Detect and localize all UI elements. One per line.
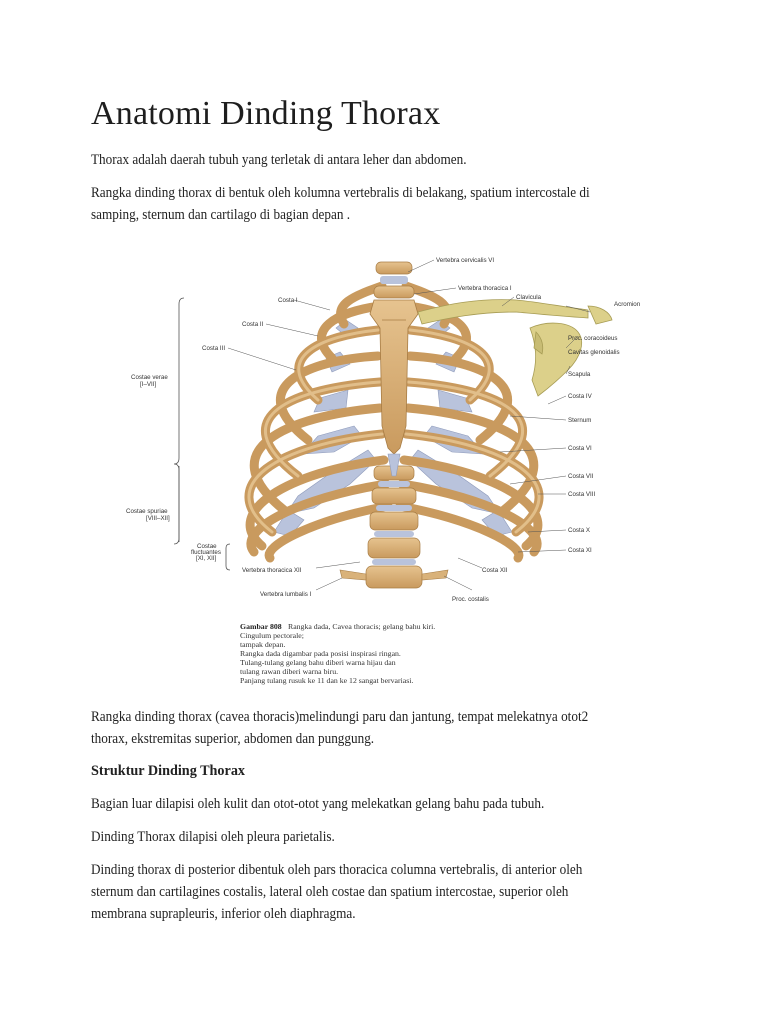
costae-verae-range: [I–VII] bbox=[140, 381, 157, 388]
label-proc-coracoideus: Proc. coracoideus bbox=[568, 335, 618, 342]
shoulder-girdle bbox=[418, 300, 612, 396]
costae-spuriae-range: [VIII–XII] bbox=[146, 515, 170, 522]
label-costa-xii: Costa XII bbox=[482, 567, 508, 574]
paragraph-frame-line-2: samping, sternum dan cartilago di bagian depan . bbox=[91, 207, 351, 223]
ribs-left bbox=[249, 286, 388, 558]
paragraph-definition: Thorax adalah daerah tubuh yang terletak di antara leher dan abdomen. bbox=[91, 152, 467, 168]
costae-bracket bbox=[174, 298, 230, 570]
label-costa-viii: Costa VIII bbox=[568, 491, 596, 498]
label-costa-iv: Costa IV bbox=[568, 393, 592, 400]
label-proc-costalis: Proc. costalis bbox=[452, 596, 489, 603]
label-costa-vii: Costa VII bbox=[568, 473, 594, 480]
label-vertebra-cervicalis: Vertebra cervicalis VI bbox=[436, 257, 495, 264]
paragraph-walls-line-3: membrana suprapleuris, inferior oleh diaphragma. bbox=[91, 906, 356, 922]
page-title: Anatomi Dinding Thorax bbox=[91, 95, 441, 132]
label-costa-xi: Costa XI bbox=[568, 547, 592, 554]
rib-cage-illustration bbox=[118, 240, 670, 686]
paragraph-walls-line-2: sternum dan cartilagines costalis, lateral oleh costae dan spatium intercostae, superior oleh bbox=[91, 884, 569, 900]
label-costa-i: Costa I bbox=[278, 297, 298, 304]
paragraph-outer-layer: Bagian luar dilapisi oleh kulit dan otot-otot yang melekatkan gelang bahu pada tubuh. bbox=[91, 796, 545, 812]
label-sternum: Sternum bbox=[568, 417, 592, 424]
caption-line-2: Cingulum pectorale; bbox=[240, 631, 304, 640]
figure-caption bbox=[240, 622, 435, 685]
label-vertebra-lumbalis: Vertebra lumbalis I bbox=[260, 591, 312, 598]
caption-line-4: Rangka dada digambar pada posisi inspirasi ringan. bbox=[240, 649, 401, 658]
label-acromion: Acromion bbox=[614, 301, 641, 308]
paragraph-protection-line-2: thorax, ekstremitas superior, abdomen dan punggung. bbox=[91, 731, 375, 747]
label-clavicula: Clavicula bbox=[516, 294, 542, 301]
caption-line-6: tulang rawan diberi warna biru. bbox=[240, 667, 339, 676]
label-vertebra-thoracica-xii: Vertebra thoracica XII bbox=[242, 567, 302, 574]
ribs-right bbox=[400, 286, 539, 558]
section-heading-struktur: Struktur Dinding Thorax bbox=[91, 763, 246, 779]
paragraph-protection-line-1: Rangka dinding thorax (cavea thoracis)melindungi paru dan jantung, tempat melekatnya otot2 bbox=[91, 709, 589, 725]
caption-line-7: Panjang tulang rusuk ke 11 dan ke 12 sangat bervariasi. bbox=[240, 676, 414, 685]
costae-verae-label: Costae verae bbox=[131, 374, 168, 381]
costae-fluctuantes-label-2: fluctuantes bbox=[191, 549, 221, 556]
label-cavitas-glenoidalis: Cavitas glenoidalis bbox=[568, 349, 620, 356]
label-scapula: Scapula bbox=[568, 371, 591, 378]
label-costa-vi: Costa VI bbox=[568, 445, 592, 452]
label-costa-x: Costa X bbox=[568, 527, 591, 534]
label-costa-iii: Costa III bbox=[202, 345, 226, 352]
label-costa-ii: Costa II bbox=[242, 321, 264, 328]
thorax-skeleton-figure bbox=[118, 240, 670, 686]
caption-line-5: Tulang-tulang gelang bahu diberi warna hijau dan bbox=[240, 658, 396, 667]
paragraph-frame-line-1: Rangka dinding thorax di bentuk oleh kolumna vertebralis di belakang, spatium intercostale di bbox=[91, 185, 590, 201]
paragraph-pleura: Dinding Thorax dilapisi oleh pleura parietalis. bbox=[91, 829, 335, 845]
caption-line-3: tampak depan. bbox=[240, 640, 286, 649]
caption-number: Gambar 808 bbox=[240, 622, 282, 631]
costae-spuriae-label: Costae spuriae bbox=[126, 508, 168, 515]
label-vertebra-thoracica-i: Vertebra thoracica I bbox=[458, 285, 512, 292]
paragraph-walls-line-1: Dinding thorax di posterior dibentuk oleh pars thoracica columna vertebralis, di anterior oleh bbox=[91, 862, 583, 878]
caption-line-1: Rangka dada, Cavea thoracis; gelang bahu kiri. bbox=[288, 622, 436, 631]
costae-fluctuantes-range: [XI, XII] bbox=[196, 555, 217, 562]
costae-fluctuantes-label: Costae bbox=[197, 543, 217, 550]
